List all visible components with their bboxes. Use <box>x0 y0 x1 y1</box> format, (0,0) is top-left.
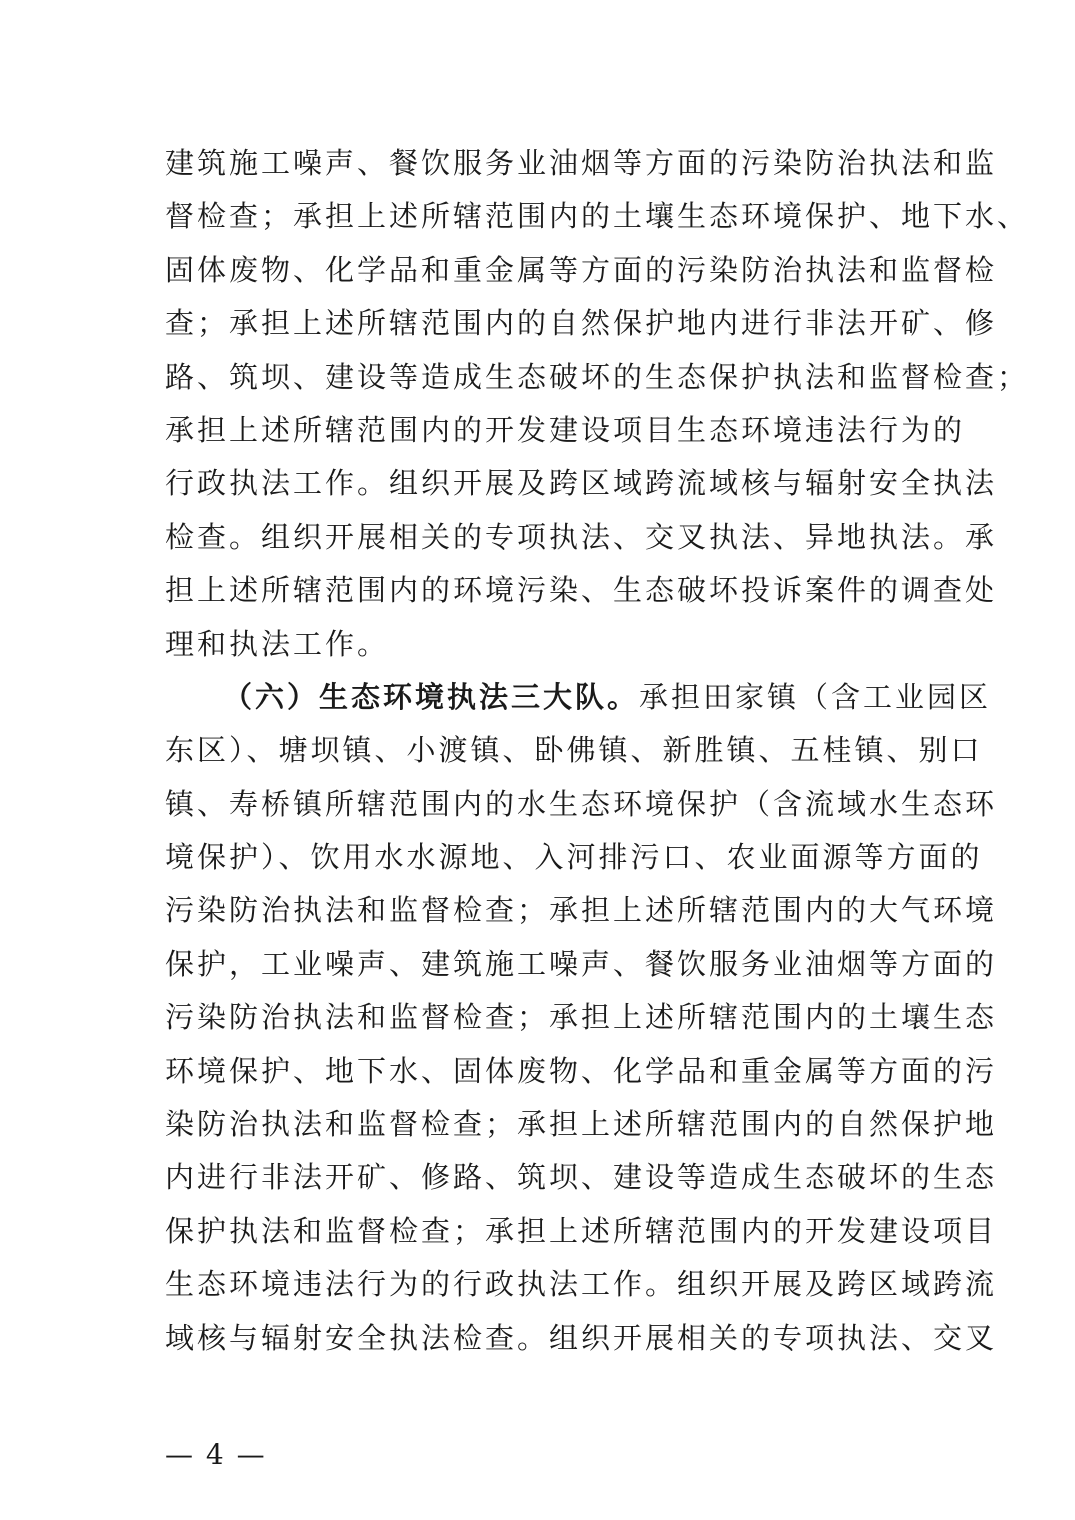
text-line: 固体废物、化学品和重金属等方面的污染防治执法和监督检 <box>165 252 998 287</box>
text-line: 环境保护、地下水、固体废物、化学品和重金属等方面的污 <box>165 1053 998 1088</box>
text-line: 担上述所辖范围内的环境污染、生态破坏投诉案件的调查处 <box>165 573 998 608</box>
text-line: 保护，工业噪声、建筑施工噪声、餐饮服务业油烟等方面的 <box>165 946 998 981</box>
text-line: 路、筑坝、建设等造成生态破坏的生态保护执法和监督检查； <box>165 359 1030 394</box>
text-line: 东区）、塘坝镇、小渡镇、卧佛镇、新胜镇、五桂镇、别口 <box>165 733 983 768</box>
page-number: — 4 — <box>165 1438 267 1471</box>
text-line: 督检查；承担上述所辖范围内的土壤生态环境保护、地下水、 <box>165 199 1030 234</box>
text-line: 查；承担上述所辖范围内的自然保护地内进行非法开矿、修 <box>165 306 998 341</box>
section-six-first-line-rest: 承担田家镇（含工业园区 <box>639 679 992 714</box>
body-text <box>165 137 1030 1365</box>
text-line: 污染防治执法和监督检查；承担上述所辖范围内的大气环境 <box>165 893 998 928</box>
text-line: 域核与辐射安全执法检查。组织开展相关的专项执法、交叉 <box>165 1320 998 1355</box>
text-line: 保护执法和监督检查；承担上述所辖范围内的开发建设项目 <box>165 1213 998 1248</box>
text-line: 境保护）、饮用水水源地、入河排污口、农业面源等方面的 <box>165 840 983 875</box>
section-six-first-line <box>165 671 992 724</box>
text-line: 行政执法工作。组织开展及跨区域跨流域核与辐射安全执法 <box>165 466 998 501</box>
text-line: 污染防治执法和监督检查；承担上述所辖范围内的土壤生态 <box>165 1000 998 1035</box>
section-six-heading: （六）生态环境执法三大队。 <box>223 679 640 714</box>
text-line: 染防治执法和监督检查；承担上述所辖范围内的自然保护地 <box>165 1107 998 1142</box>
text-line: 内进行非法开矿、修路、筑坝、建设等造成生态破坏的生态 <box>165 1160 998 1195</box>
text-line: 建筑施工噪声、餐饮服务业油烟等方面的污染防治执法和监 <box>165 146 998 180</box>
text-line: 生态环境违法行为的行政执法工作。组织开展及跨区域跨流 <box>165 1267 998 1302</box>
text-line: 理和执法工作。 <box>165 626 390 661</box>
text-line: 检查。组织开展相关的专项执法、交叉执法、异地执法。承 <box>165 519 998 554</box>
text-line: 镇、寿桥镇所辖范围内的水生态环境保护（含流域水生态环 <box>165 786 998 821</box>
text-line: 承担上述所辖范围内的开发建设项目生态环境违法行为的 <box>165 412 966 447</box>
